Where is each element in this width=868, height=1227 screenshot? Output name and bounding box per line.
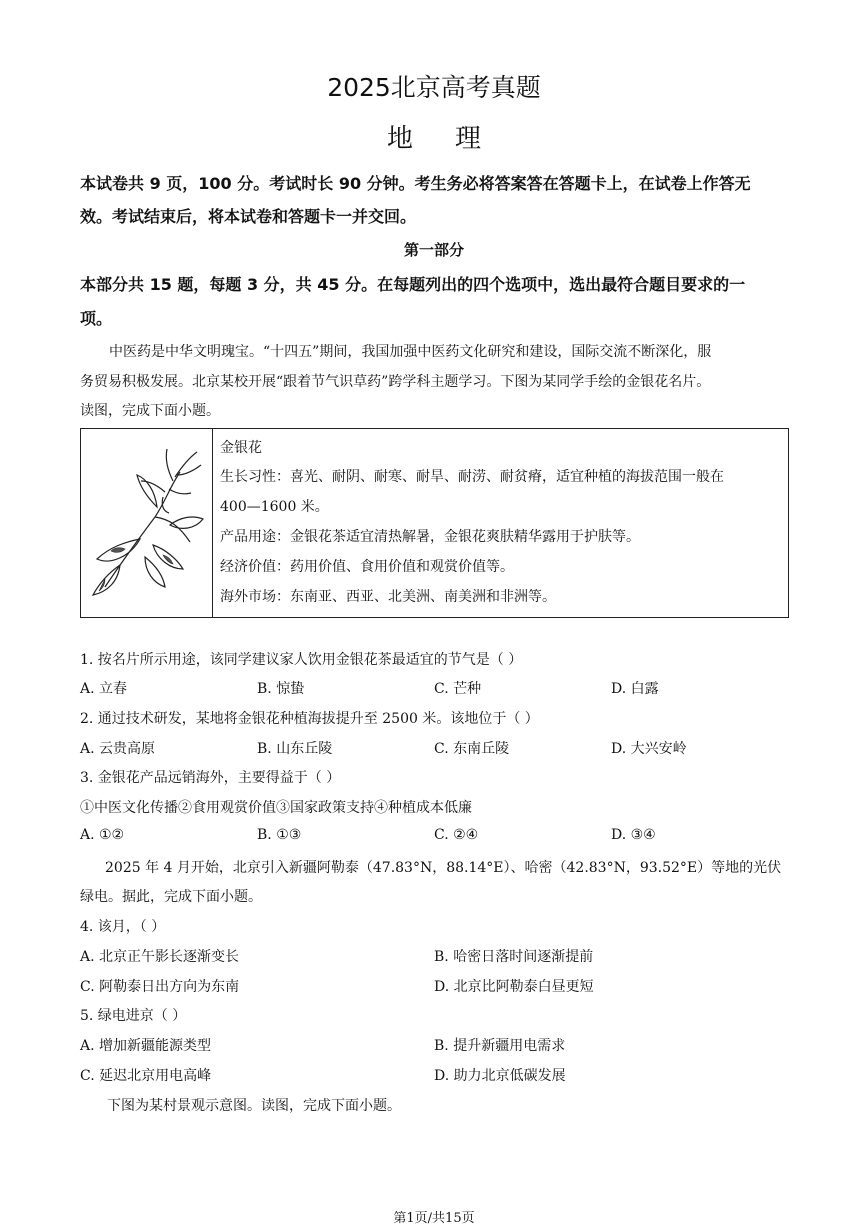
q3-option-d: D. ③④ [611,827,656,843]
q3-stem: 3. 金银花产品远销海外，主要得益于（ ） [80,770,341,786]
q4-stem: 4. 该月，（ ） [80,919,166,935]
q1-option-a: A. 立春 [80,681,128,697]
card-habit-line-1: 生长习性：喜光、耐阴、耐寒、耐旱、耐涝、耐贫瘠，适宜种植的海拔范围一般在 [220,469,724,485]
q4-option-d: D. 北京比阿勒泰白昼更短 [434,979,594,995]
q4-option-c: C. 阿勒泰日出方向为东南 [80,979,240,995]
part-desc-line-1: 本部分共 15 题，每题 3 分，共 45 分。在每题列出的四个选项中，选出最符合题目要求的一 [80,275,746,294]
card-market: 海外市场：东南亚、西亚、北美洲、南美洲和非洲等。 [220,589,556,605]
q3-option-b: B. ①③ [257,827,302,843]
instructions-line-1: 本试卷共 9 页，100 分。考试时长 90 分钟。考生务必将答案答在答题卡上，在试卷上作答无 [80,174,751,193]
page-number: 第1页/共15页 [393,1211,475,1226]
card-use: 产品用途：金银花茶适宜清热解暑，金银花爽肤精华露用于护肤等。 [220,529,640,545]
subject-title: 地理 [386,124,523,154]
q5-stem: 5. 绿电进京（ ） [80,1008,187,1024]
q1-option-d: D. 白露 [611,681,659,697]
passage2-line-1: 2025 年 4 月开始，北京引入新疆阿勒泰（47.83°N，88.14°E）、哈密（42.83°N，93.52°E）等地的光伏 [105,860,782,876]
passage1-line-2: 务贸易积极发展。北京某校开展“跟着节气识草药”跨学科主题学习。下图为某同学手绘的金银花名片。 [80,374,711,390]
passage1-line-3: 读图，完成下面小题。 [80,403,220,419]
card-divider [212,429,213,617]
q5-option-a: A. 增加新疆能源类型 [80,1038,212,1054]
card-name: 金银花 [220,440,262,456]
q2-stem: 2. 通过技术研发，某地将金银花种植海拔提升至 2500 米。该地位于（ ） [80,711,539,727]
q2-option-a: A. 云贵高原 [80,741,156,757]
part-title: 第一部分 [403,241,464,259]
q3-items: ①中医文化传播②食用观赏价值③国家政策支持④种植成本低廉 [80,800,472,816]
passage3: 下图为某村景观示意图。读图，完成下面小题。 [107,1098,401,1114]
instructions-line-2: 效。考试结束后，将本试卷和答题卡一并交回。 [80,207,417,226]
card-value: 经济价值：药用价值、食用价值和观赏价值等。 [220,559,514,575]
q5-option-c: C. 延迟北京用电高峰 [80,1068,212,1084]
card-habit-line-2: 400—1600 米。 [220,499,329,515]
q1-stem: 1. 按名片所示用途，该同学建议家人饮用金银花茶最适宜的节气是（ ） [80,652,523,668]
q4-option-b: B. 哈密日落时间逐渐提前 [434,949,594,965]
q1-option-b: B. 惊蛰 [257,681,305,697]
passage2-line-2: 绿电。据此，完成下面小题。 [80,889,262,905]
q3-option-c: C. ②④ [434,827,479,843]
q1-option-c: C. 芒种 [434,681,482,697]
q4-option-a: A. 北京正午影长逐渐变长 [80,949,240,965]
passage1-line-1: 中医药是中华文明瑰宝。“十四五”期间，我国加强中医药文化研究和建设，国际交流不断深化，服 [109,344,712,360]
honeysuckle-drawing-icon [85,447,207,599]
q3-option-a: A. ①② [80,827,125,843]
q2-option-d: D. 大兴安岭 [611,741,687,757]
q2-option-b: B. 山东丘陵 [257,741,333,757]
q5-option-b: B. 提升新疆用电需求 [434,1038,566,1054]
q2-option-c: C. 东南丘陵 [434,741,510,757]
q5-option-d: D. 助力北京低碳发展 [434,1068,566,1084]
part-desc-line-2: 项。 [80,309,113,328]
honeysuckle-info-card [80,428,789,618]
exam-title: 2025北京高考真题 [327,73,541,102]
